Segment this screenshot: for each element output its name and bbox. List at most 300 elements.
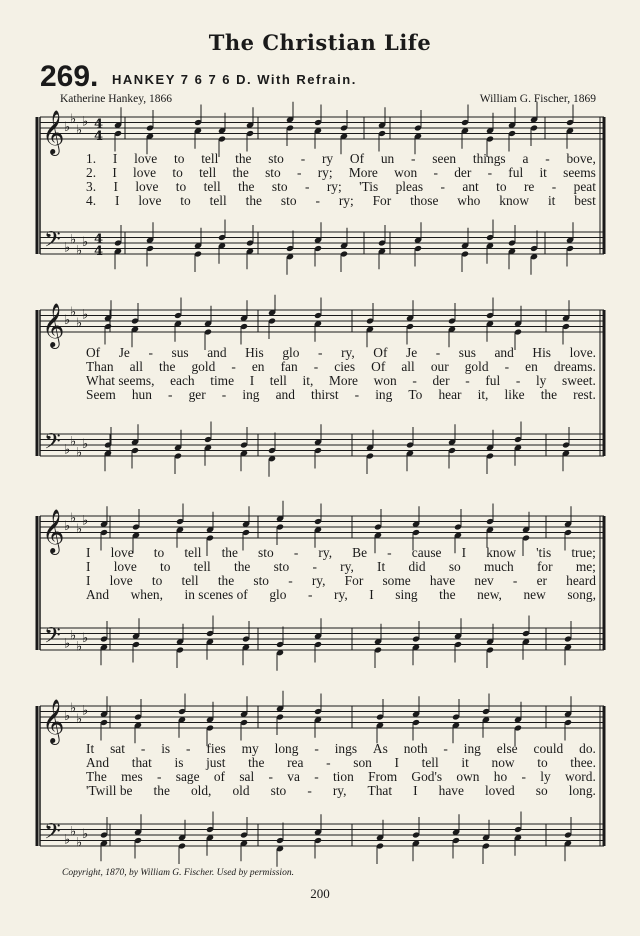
lyric-syllable: For xyxy=(344,573,364,588)
lyric-syllable: to xyxy=(537,755,548,770)
lyric-syllable: it xyxy=(539,165,547,180)
lyric-line xyxy=(86,374,596,388)
lyric-syllable: For xyxy=(372,193,392,208)
lyric-syllable: His xyxy=(532,345,552,360)
treble-clef-icon: 𝄞 xyxy=(42,110,65,154)
lyric-syllable: ry; xyxy=(317,165,333,180)
lyric-syllable: - xyxy=(313,359,319,374)
lyric-line xyxy=(86,588,596,602)
flat-icon: ♭ xyxy=(76,122,83,138)
lyric-syllable: tell xyxy=(201,151,219,166)
lyric-syllable: tell xyxy=(269,373,287,388)
lyric-syllable: tell xyxy=(184,545,202,560)
lyric-syllable: the xyxy=(221,545,238,560)
lyric-syllable: - xyxy=(387,545,392,560)
lyric-syllable: now xyxy=(491,755,515,770)
lyric-syllable: the xyxy=(245,193,262,208)
lyric-syllable: It xyxy=(377,559,386,574)
lyric-syllable: gold xyxy=(191,359,216,374)
flat-icon: ♭ xyxy=(76,315,83,331)
lyric-line xyxy=(86,180,596,194)
lyric-syllable: 2. xyxy=(86,165,97,180)
flat-icon: ♭ xyxy=(82,114,89,130)
lyric-syllable: seen xyxy=(432,151,457,166)
lyric-syllable: love xyxy=(133,165,157,180)
lyric-syllable: tell xyxy=(181,573,199,588)
lyric-syllable: ry; xyxy=(338,193,354,208)
lyric-syllable: ing xyxy=(463,741,481,756)
lyric-syllable: tell xyxy=(209,193,227,208)
lyric-syllable: - xyxy=(512,573,518,588)
lyric-syllable: love xyxy=(135,179,159,194)
flat-icon: ♭ xyxy=(70,304,77,320)
lyric-syllable: sus xyxy=(171,345,189,360)
lyric-syllable: - xyxy=(318,345,323,360)
lyric-syllable: der xyxy=(454,165,472,180)
lyric-syllable: and xyxy=(275,387,295,402)
lyric-syllable: - xyxy=(326,755,331,770)
lyric-syllable: Of xyxy=(349,151,365,166)
lyric-syllable: I xyxy=(86,573,91,588)
lyric-syllable: ant xyxy=(462,179,479,194)
lyric-syllable: to xyxy=(160,559,171,574)
lyric-syllable: things xyxy=(472,151,506,166)
flat-icon: ♭ xyxy=(70,510,77,526)
lyric-syllable: - xyxy=(504,359,510,374)
lyric-syllable: God's xyxy=(411,769,443,784)
treble-clef-icon: 𝄞 xyxy=(42,509,65,553)
lyric-syllable: - xyxy=(148,345,153,360)
copyright-notice: Copyright, 1870, by William G. Fischer. Used by permission. xyxy=(62,868,294,878)
lyric-syllable: new xyxy=(523,587,546,602)
lyric-line xyxy=(86,546,596,560)
page-number: 200 xyxy=(310,886,330,901)
lyric-syllable: heard xyxy=(566,573,596,588)
lyric-syllable: each xyxy=(170,373,195,388)
lyric-syllable: - xyxy=(288,573,293,588)
lyric-syllable: His xyxy=(245,345,264,360)
lyric-syllable: That xyxy=(367,783,393,798)
lyric-syllable: - xyxy=(521,769,526,784)
lyric-syllable: - xyxy=(312,559,317,574)
lyric-syllable: know xyxy=(499,193,530,208)
lyric-syllable: son xyxy=(353,755,372,770)
lyric-syllable: to xyxy=(151,573,163,588)
flat-icon: ♭ xyxy=(64,313,71,328)
lyric-syllable: ry, xyxy=(340,559,354,574)
lyric-syllable: to xyxy=(172,165,183,180)
lyric-syllable: peat xyxy=(573,179,596,194)
flat-icon: ♭ xyxy=(64,636,71,652)
lyric-syllable: new, xyxy=(477,587,502,602)
time-signature: 4 xyxy=(94,129,104,144)
lyric-syllable: to xyxy=(175,179,187,194)
lyric-syllable: rea xyxy=(287,755,304,770)
lyric-syllable: for xyxy=(536,559,553,574)
lyric-syllable: seems xyxy=(563,165,596,180)
lyric-syllable: hun xyxy=(131,387,152,402)
lyric-syllable: - xyxy=(551,179,557,194)
lyric-syllable: to xyxy=(173,151,185,166)
flat-icon: ♭ xyxy=(70,111,77,127)
music-credit: William G. Fischer, 1869 xyxy=(479,93,596,105)
lyric-syllable: it, xyxy=(302,373,314,388)
lyric-syllable: 1. xyxy=(86,151,97,166)
lyric-syllable: I xyxy=(86,559,91,574)
lyric-syllable: sto xyxy=(280,193,297,208)
lyric-syllable: word. xyxy=(564,769,596,784)
flat-icon: ♭ xyxy=(64,120,71,135)
flat-icon: ♭ xyxy=(82,703,89,719)
lyric-syllable: ing xyxy=(375,387,393,402)
lyric-line xyxy=(86,166,596,180)
lyric-syllable: time xyxy=(210,373,235,388)
lyric-syllable: it, xyxy=(477,387,489,402)
lyric-syllable: en xyxy=(251,359,265,374)
lyric-syllable: tell xyxy=(421,755,439,770)
lyric-syllable: that xyxy=(131,755,152,770)
lyric-syllable: our xyxy=(430,359,449,374)
lyric-syllable: tell xyxy=(203,179,221,194)
lyric-syllable: Seem xyxy=(86,387,116,402)
lyric-syllable: 'Twill be xyxy=(86,783,133,798)
lyric-syllable: sto xyxy=(265,165,281,180)
lyric-syllable: best xyxy=(574,193,596,208)
lyric-syllable: own xyxy=(456,769,480,784)
lyric-syllable: thirst xyxy=(311,387,339,402)
lyric-syllable: the xyxy=(159,359,176,374)
lyric-line xyxy=(86,784,596,798)
lyric-syllable: the xyxy=(232,165,249,180)
lyric-syllable: nev xyxy=(474,573,494,588)
lyric-syllable: true; xyxy=(571,545,596,560)
flat-icon: ♭ xyxy=(76,243,83,259)
lyric-syllable: the xyxy=(217,573,235,588)
lyric-syllable: And xyxy=(86,755,110,770)
lyric-line xyxy=(86,360,596,374)
lyric-syllable: all xyxy=(129,359,143,374)
lyric-syllable: my xyxy=(241,741,259,756)
lyric-syllable: it xyxy=(547,193,556,208)
lyric-syllable: mes xyxy=(121,769,143,784)
lyric-syllable: bove, xyxy=(566,151,596,166)
lyric-syllable: sus xyxy=(458,345,476,360)
lyric-syllable: en xyxy=(525,359,538,374)
lyric-syllable: Than xyxy=(86,359,114,374)
lyric-syllable: - xyxy=(314,741,319,756)
lyric-syllable: do. xyxy=(579,741,596,756)
lyric-syllable: old xyxy=(232,783,250,798)
lyric-syllable: - xyxy=(412,373,417,388)
lyric-syllable: - xyxy=(268,769,273,784)
lyric-syllable: ry, xyxy=(341,345,355,360)
lyric-syllable: ry; xyxy=(326,179,342,194)
lyric-syllable: - xyxy=(465,373,470,388)
lyric-syllable: song, xyxy=(567,587,596,602)
lyric-syllable: sage xyxy=(175,769,200,784)
lyric-syllable: old, xyxy=(190,783,212,798)
lyric-syllable: noth xyxy=(403,741,428,756)
lyric-syllable: just xyxy=(206,755,226,770)
lyric-syllable: some xyxy=(382,573,411,588)
flat-icon: ♭ xyxy=(76,521,83,537)
lyric-syllable: love xyxy=(110,545,134,560)
lyric-syllable: won xyxy=(394,165,418,180)
flat-icon: ♭ xyxy=(82,513,89,529)
lyric-syllable: cause xyxy=(411,545,442,560)
lyric-syllable: the xyxy=(238,179,255,194)
lyric-syllable: - xyxy=(314,769,319,784)
lyric-syllable: Je xyxy=(118,345,130,360)
lyric-syllable: - xyxy=(435,345,441,360)
lyric-syllable: I xyxy=(369,587,374,602)
lyric-syllable: I xyxy=(249,373,255,388)
lyric-syllable: the xyxy=(153,783,170,798)
lyric-syllable: - xyxy=(231,359,236,374)
lyric-syllable: tion xyxy=(332,769,354,784)
lyric-syllable: It xyxy=(86,741,95,756)
flat-icon: ♭ xyxy=(76,639,83,655)
lyric-syllable: I xyxy=(394,755,399,770)
lyric-syllable: - xyxy=(221,387,227,402)
lyric-syllable: re xyxy=(523,179,535,194)
time-signature: 4 xyxy=(94,117,104,132)
lyric-syllable: tell xyxy=(199,165,217,180)
lyric-syllable: did xyxy=(408,559,426,574)
lyric-syllable: Of xyxy=(373,345,388,360)
lyric-syllable: The xyxy=(86,769,107,784)
lyric-syllable: - xyxy=(515,373,521,388)
tune-meter-line: HANKEY 7 6 7 6 D. With Refrain. xyxy=(112,72,357,87)
lyric-syllable: could xyxy=(533,741,564,756)
lyric-syllable: - xyxy=(545,151,550,166)
lyric-syllable: the xyxy=(235,151,252,166)
time-signature: 4 xyxy=(94,232,104,247)
lyric-syllable: ry xyxy=(321,151,334,166)
lyric-line xyxy=(86,770,596,784)
lyric-line xyxy=(86,346,596,360)
flat-icon: ♭ xyxy=(70,824,77,840)
flat-icon: ♭ xyxy=(82,437,89,452)
lyric-syllable: 'Tis xyxy=(359,179,379,194)
lyric-syllable: to xyxy=(180,193,191,208)
lyric-syllable: - xyxy=(487,165,493,180)
lyric-syllable: else xyxy=(496,741,518,756)
lyric-syllable: fan xyxy=(280,359,298,374)
lyric-syllable: And xyxy=(86,587,110,602)
lyric-syllable: I xyxy=(86,545,91,560)
lyric-line xyxy=(86,574,596,588)
section-title: The Christian Life xyxy=(208,30,432,55)
lyric-syllable: I xyxy=(461,545,467,560)
flat-icon: ♭ xyxy=(82,235,89,250)
lyric-syllable: thee. xyxy=(570,755,596,770)
lyric-line xyxy=(86,742,596,756)
bass-clef-icon: 𝄢 xyxy=(44,623,61,654)
lyric-syllable: like xyxy=(504,387,525,402)
lyric-syllable: hear xyxy=(438,387,462,402)
lyric-syllable: - xyxy=(304,179,310,194)
lyric-line xyxy=(86,756,596,770)
lyric-syllable: As xyxy=(372,741,388,756)
lyric-syllable: va xyxy=(287,769,300,784)
lyric-syllable: 4. xyxy=(86,193,97,208)
lyric-syllable: Of xyxy=(371,359,386,374)
lyric-syllable: sto xyxy=(270,783,287,798)
flat-icon: ♭ xyxy=(70,434,77,450)
lyric-syllable: - xyxy=(140,741,146,756)
lyric-syllable: I xyxy=(114,193,120,208)
lyric-line xyxy=(86,560,596,574)
lyric-syllable: so xyxy=(448,559,461,574)
lyric-syllable: is xyxy=(161,741,171,756)
lyric-syllable: ho xyxy=(493,769,508,784)
lyric-syllable: I xyxy=(413,783,418,798)
flat-icon: ♭ xyxy=(64,442,71,458)
lyric-syllable: the xyxy=(439,587,456,602)
lyric-syllable: love xyxy=(109,573,133,588)
lyric-syllable: in scenes of xyxy=(184,587,248,602)
lyric-syllable: ry, xyxy=(332,783,347,798)
lyric-syllable: ry, xyxy=(311,573,326,588)
lyric-syllable: Of xyxy=(86,345,101,360)
lyric-syllable: - xyxy=(186,741,191,756)
lyric-syllable: What seems, xyxy=(86,373,155,388)
lyric-syllable: Je xyxy=(406,345,418,360)
lyric-syllable: glo xyxy=(282,345,300,360)
flat-icon: ♭ xyxy=(76,835,83,851)
lyric-syllable: to xyxy=(153,545,165,560)
lyric-syllable: ings xyxy=(334,741,358,756)
lyric-syllable: ger xyxy=(188,387,206,402)
lyric-syllable: love xyxy=(134,151,158,166)
flat-icon: ♭ xyxy=(64,709,71,724)
lyric-syllable: long xyxy=(274,741,299,756)
lyric-syllable: - xyxy=(157,769,162,784)
lyric-syllable: gold xyxy=(464,359,489,374)
treble-clef-icon: 𝄞 xyxy=(42,699,65,743)
flat-icon: ♭ xyxy=(76,711,83,727)
flat-icon: ♭ xyxy=(70,628,77,644)
lyric-syllable: - xyxy=(354,387,360,402)
lyric-syllable: To xyxy=(408,387,423,402)
lyric-syllable: ful xyxy=(485,373,501,388)
lyric-syllable: - xyxy=(168,387,173,402)
lyric-syllable: - xyxy=(411,151,416,166)
lyric-syllable: ly xyxy=(540,769,551,784)
flat-icon: ♭ xyxy=(82,631,89,646)
lyric-syllable: ry, xyxy=(334,587,348,602)
lyric-syllable: - xyxy=(293,545,299,560)
lyric-syllable: when, xyxy=(130,587,163,602)
lyric-syllable: long. xyxy=(568,783,596,798)
lyric-syllable: have xyxy=(429,573,456,588)
lyric-syllable: love xyxy=(138,193,162,208)
lyric-syllable: so xyxy=(535,783,548,798)
lyric-syllable: all xyxy=(401,359,415,374)
bass-clef-icon: 𝄢 xyxy=(44,429,61,460)
lyric-syllable: 3. xyxy=(86,179,97,194)
lyric-syllable: sto xyxy=(268,151,284,166)
lyric-syllable: pleas xyxy=(395,179,424,194)
lyric-syllable: More xyxy=(348,165,378,180)
lyric-line xyxy=(86,388,596,402)
lyric-syllable: to xyxy=(496,179,507,194)
lyric-syllable: loved xyxy=(484,783,515,798)
lyric-syllable: it xyxy=(461,755,469,770)
flat-icon: ♭ xyxy=(82,307,89,323)
bass-clef-icon: 𝄢 xyxy=(44,227,61,258)
lyric-syllable: I xyxy=(112,151,118,166)
lyric-syllable: is xyxy=(174,755,184,770)
lyric-syllable: ful xyxy=(508,165,524,180)
lyric-syllable: have xyxy=(438,783,464,798)
flat-icon: ♭ xyxy=(64,832,71,848)
bass-clef-icon: 𝄢 xyxy=(44,819,61,850)
lyric-syllable: glo xyxy=(269,587,287,602)
lyric-syllable: sto xyxy=(253,573,269,588)
flat-icon: ♭ xyxy=(64,240,71,256)
lyric-syllable: sto xyxy=(258,545,274,560)
lyric-syllable: un xyxy=(380,151,395,166)
lyric-syllable: ing xyxy=(242,387,260,402)
lyric-syllable: know xyxy=(486,545,516,560)
lyric-syllable: - xyxy=(443,741,448,756)
lyric-syllable: and xyxy=(494,345,514,360)
lyric-syllable: dreams. xyxy=(553,359,596,374)
lyric-syllable: sal xyxy=(239,769,255,784)
lyric-syllable: rest. xyxy=(573,387,596,402)
lyric-syllable: won xyxy=(373,373,397,388)
lyric-syllable: the xyxy=(540,387,558,402)
time-signature: 4 xyxy=(94,244,104,259)
lyric-syllable: fies xyxy=(206,741,226,756)
lyric-syllable: Be xyxy=(352,545,368,560)
lyric-syllable: I xyxy=(113,179,118,194)
lyric-syllable: From xyxy=(368,769,398,784)
flat-icon: ♭ xyxy=(82,827,89,842)
lyric-syllable: who xyxy=(457,193,481,208)
lyric-syllable: tell xyxy=(193,559,211,574)
lyric-syllable: those xyxy=(410,193,439,208)
lyric-syllable: love xyxy=(113,559,137,574)
treble-clef-icon: 𝄞 xyxy=(42,303,65,347)
lyric-syllable: I xyxy=(112,165,117,180)
lyric-syllable: - xyxy=(315,193,320,208)
flat-icon: ♭ xyxy=(76,445,83,461)
words-credit: Katherine Hankey, 1866 xyxy=(60,93,172,105)
flat-icon: ♭ xyxy=(64,519,71,534)
lyric-syllable: the xyxy=(234,559,251,574)
lyric-syllable: cies xyxy=(334,359,356,374)
lyric-syllable: - xyxy=(440,179,445,194)
lyric-syllable: - xyxy=(300,151,306,166)
flat-icon: ♭ xyxy=(70,232,77,248)
lyric-syllable: More xyxy=(328,373,358,388)
lyric-syllable: sweet. xyxy=(562,373,596,388)
lyric-syllable: der xyxy=(432,373,450,388)
lyric-syllable: the xyxy=(248,755,265,770)
lyric-line xyxy=(86,194,596,208)
lyric-syllable: sto xyxy=(271,179,288,194)
lyric-syllable: er xyxy=(536,573,547,588)
lyric-syllable: 'tis xyxy=(536,545,552,560)
lyric-syllable: - xyxy=(307,783,312,798)
lyric-syllable: - xyxy=(308,587,313,602)
lyric-syllable: - xyxy=(296,165,302,180)
lyric-syllable: ly xyxy=(535,373,547,388)
lyric-syllable: ry, xyxy=(318,545,333,560)
